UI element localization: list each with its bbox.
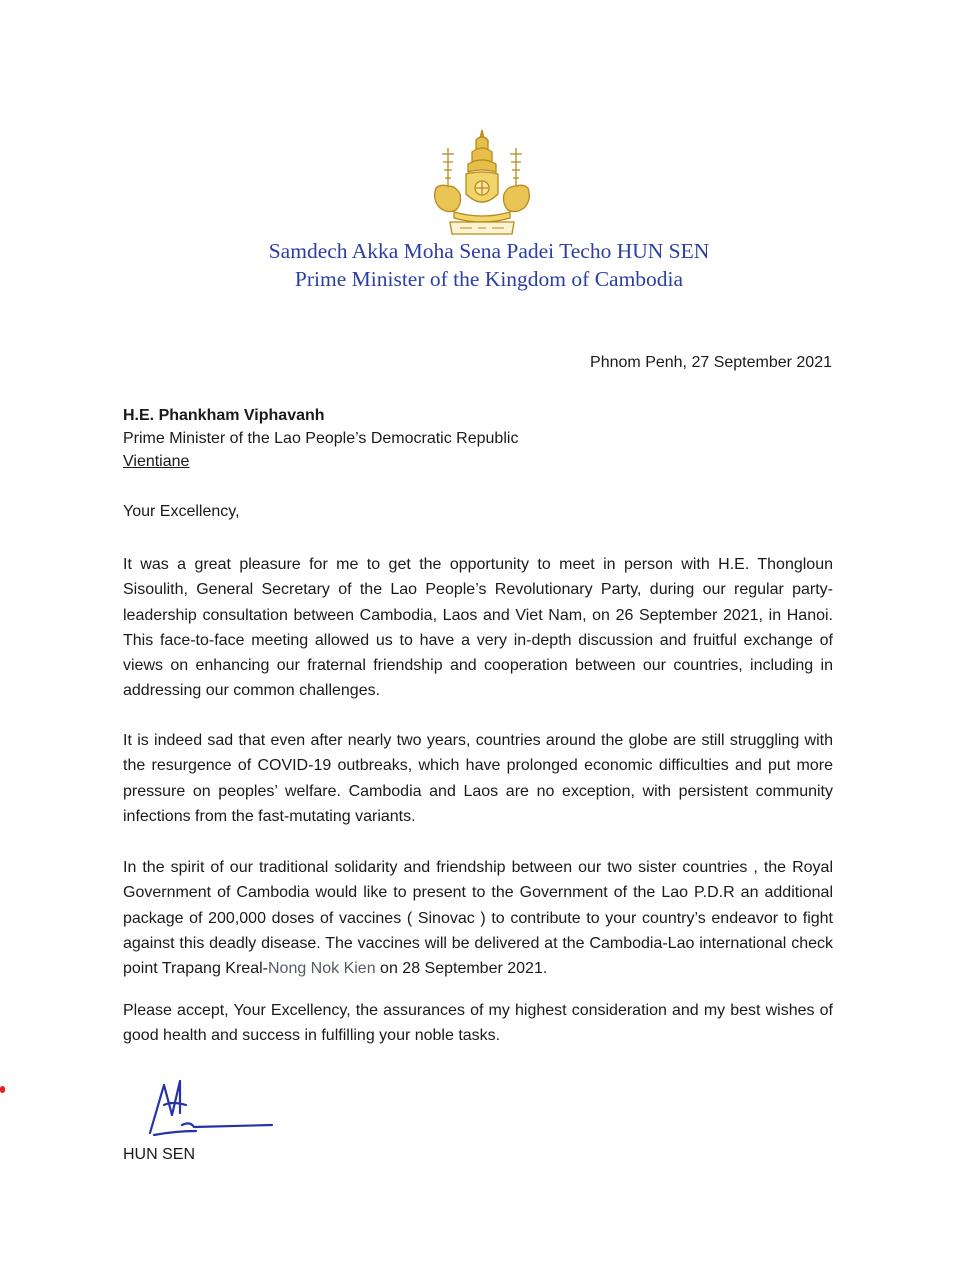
letterhead-name: Samdech Akka Moha Sena Padei Techo HUN SEN — [268, 239, 710, 263]
paragraph-meeting: It was a great pleasure for me to get the opportunity to meet in person with H.E. Thongloun Sisoulith, General Secretary of the Lao People’s Revolutionary Party, during our regular party-leadership consultation between Cambodia, Laos and Viet Nam, on 26 September 2021, in Hanoi. This face-to-face meeting allowed us to have a very in-depth discussion and fruitful exchange of views on enhancing our fraternal friendship and cooperation between our countries, including in addressing our common challenges. — [123, 556, 833, 700]
royal-coat-of-arms-icon — [426, 128, 538, 236]
paragraph-vaccine-date: on 28 September 2021. — [375, 960, 548, 978]
letter-date: Phnom Penh, 27 September 2021 — [590, 354, 832, 371]
salutation: Your Excellency, — [123, 503, 240, 520]
checkpoint-name: Nong Nok Kien — [267, 960, 376, 978]
paragraph-closing: Please accept, Your Excellency, the assurances of my highest consideration and my best wishes of good health and success in fulfilling your noble tasks. — [123, 1002, 833, 1045]
paragraph-covid: It is indeed sad that even after nearly two years, countries around the globe are still struggling with the resurgence of COVID-19 outbreaks, which have prolonged economic difficulties and put more pressure on peoples’ welfare. Cambodia and Laos are no exception, with persistent community infections from the fast-mutating variants. — [123, 732, 833, 825]
red-dot-mark — [0, 1086, 5, 1093]
recipient-city: Vientiane — [123, 453, 190, 470]
paragraph-vaccine-donation — [123, 855, 833, 981]
recipient-block — [123, 404, 518, 473]
letterhead-title: Prime Minister of the Kingdom of Cambodia — [294, 267, 684, 291]
signer-name: HUN SEN — [123, 1146, 196, 1163]
recipient-title: Prime Minister of the Lao People’s Democratic Republic — [123, 430, 519, 447]
handwritten-signature-icon — [146, 1075, 276, 1140]
recipient-name: H.E. Phankham Viphavanh — [123, 407, 325, 424]
paragraph-vaccine-text: In the spirit of our traditional solidarity and friendship between our two sister countries , the Royal Government of Cambodia would like to present to the Government of the Lao P.D.R an additional package of 200,000 doses of vaccines ( Sinovac ) to contribute to your country’s endeavor to fight against this deadly disease. The vaccines will be delivered at the Cambodia-Lao international check point Trapang Kreal- — [123, 859, 833, 978]
